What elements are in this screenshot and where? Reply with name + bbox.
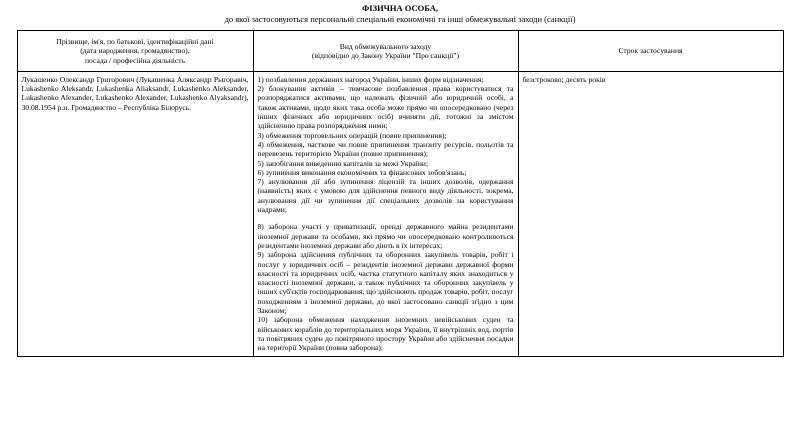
measure-item: 5) запобігання виведенню капіталів за межі України; [257,158,429,168]
table-row [17,71,783,356]
measure-item: 10) заборона обмеження находження іноземних невійськових суден та військових кораблів до територіальних моря України, її внутрішніх вод, портів та повітряних суден до повітряного простору України або здійснення посадки на території України (повна заборона); [257,315,514,353]
measure-item: 9) заборона здійснення публічних та оборонних закупівель товарів, робіт і послуг у юридичних осіб – резидентів іноземної держави державної форми власності та юридичних осіб, частка статутного капіталу яких знаходиться у власності іноземної держави, а також публічних та оборонних закупівель у інших суб'єктів господарювання, що здійснюють продаж товарів, робіт, послуг походженням з іноземної держави, до якої застосовано санкції згідно з цим Законом; [257,250,514,316]
measure-separator [258,214,514,222]
column-header-person-line-2: (дата народження, громадянство), [80,46,190,56]
column-header-measures [253,31,518,72]
measure-item: 1) позбавлення державних нагород України, інших форм відзначення; [257,74,484,84]
measure-item: 2) блокування активів – тимчасове позбавлення права користуватися та розпоряджатися активами, що належать фізичній або юридичній особі, а також активами, щодо яких така особа може прямо чи опосередковано (через інших фізичних або юридичних осіб) вчиняти дії, тотожні за змістом здійсненню права розпорядження ними; [257,84,514,131]
page-subtitle: до якої застосовуються персональні спеціальні економічні та інші обмежувальні заходи (санкції) [224,14,576,24]
cell-person [17,71,253,356]
measure-item: 8) заборона участі у приватизації, оренді державного майна резидентами іноземної держави та особами, які прямо чи опосередковано контролюються резидентами іноземної держави або діють в їх інтересах; [257,222,514,250]
measure-item: 3) обмеження торговельних операцій (повне припинення); [257,130,447,140]
document-page [0,3,800,437]
page-title: ФІЗИЧНА ОСОБА, [361,3,439,13]
column-header-person-line-3: посада / професійна діяльність [84,55,186,65]
measure-item: 7) анулювання дії або зупинення ліцензій та інших дозволів, одержання (наявність) яких є умовою для здійснення певного виду діяльності, зокрема, анулювання дії чи зупинення дії спеціальних дозволів на користування надрами; [257,177,514,215]
column-header-measures-line-2: (відповідно до Закону України "Про санкції") [311,50,460,60]
cell-term [518,71,783,356]
person-description: Лукашенко Олександр Григорович (Лукашенка Аляксандр Рыгоравіч, Lukashenko Aleksandr, Lukashenka Aliaksandr, Lukashenko Aleksander, Lukashenko Alexander, Lukashenko Alexander, Lukashenko Alyaksandr), 30.08.1954 р.н. Громадянство – Республіка Білорусь. [21,74,249,112]
cell-measures [253,71,518,356]
table-header-row [17,31,783,72]
column-header-person [17,31,253,72]
column-header-term [518,31,783,72]
sanctions-table [17,30,784,357]
measure-item: 4) обмеження, часткове чи повне припинення транзиту ресурсів, польотів та перевезень територією України (повне припинення); [257,139,514,159]
column-header-term-line-1: Строк застосування [618,46,683,56]
column-header-measures-line-1: Вид обмежувального заходу [339,41,432,51]
column-header-person-line-1: Прізвище, ім'я, по батькові, ідентифікаційні дані [56,37,214,46]
term-value: безстроково; десять років [522,74,606,84]
measure-item: 6) зупинення виконання економічних та фінансових зобов'язань; [257,167,467,177]
